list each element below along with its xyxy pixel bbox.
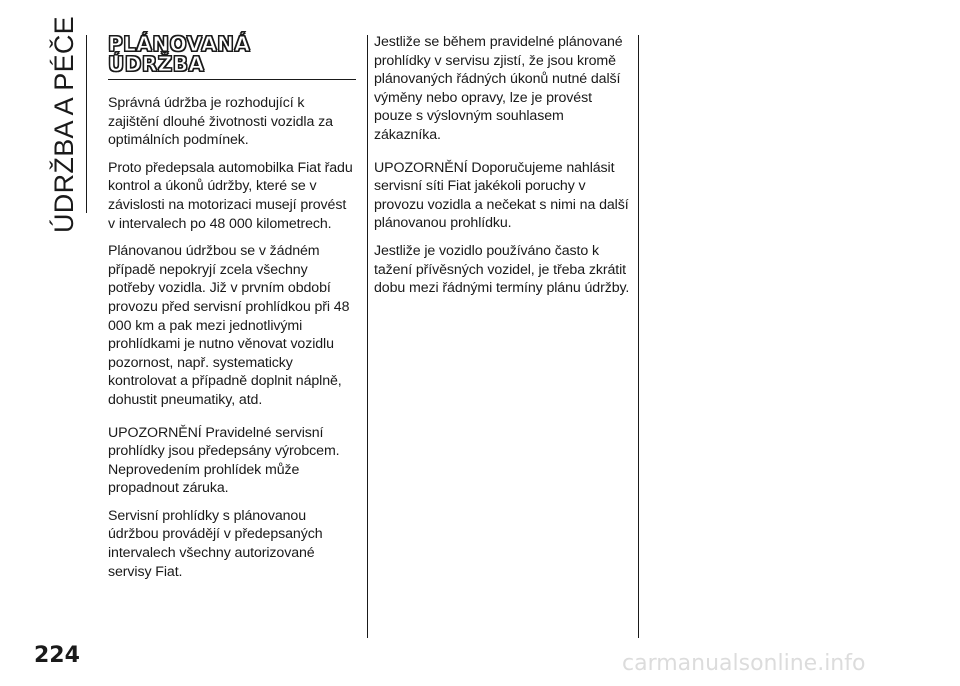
- paragraph: Jestliže je vozidlo používáno často k tažení přívěsných vozidel, je třeba zkrátit dobu mezi řádnými termíny plánu údržby.: [374, 242, 630, 297]
- column-divider: [367, 35, 368, 638]
- section-heading-line1: PLÁNOVANÁ: [108, 32, 251, 56]
- left-column: [108, 30, 356, 590]
- paragraph: Servisní prohlídky s plánovanou údržbou provádějí v předepsaných intervalech všechny autorizované servisy Fiat.: [108, 507, 323, 580]
- paragraph: Proto předepsala automobilka Fiat řadu kontrol a úkonů údržby, které se v závislosti na motorizaci musejí provést v intervalech po 48 000 kilometrech.: [108, 159, 353, 232]
- section-heading-line2: ÚDRŽBA: [108, 52, 205, 76]
- paragraph: Správná údržba je rozhodující k zajištění dlouhé životnosti vozidla za optimálních podmínek.: [108, 95, 333, 149]
- warning-paragraph: UPOZORNĚNÍ Pravidelné servisní prohlídky jsou předepsány výrobcem. Neprovedením prohlídek může propadnout záruka.: [108, 424, 340, 497]
- chapter-rule: [86, 35, 87, 213]
- warning-paragraph: UPOZORNĚNÍ Doporučujeme nahlásit servisní síti Fiat jakékoli poruchy v provozu vozidla a nečekat s nimi na další plánovanou prohlídku.: [374, 159, 629, 232]
- section-heading: [108, 34, 356, 74]
- watermark: carmanualsonline.info: [622, 651, 866, 676]
- right-column: [374, 33, 632, 307]
- paragraph: Jestliže se během pravidelné plánované prohlídky v servisu zjistí, že jsou kromě plánovaných řádných úkonů nutné další výměny nebo opravy, lze je provést pouze s výslovným souhlasem zákazníka.: [374, 34, 623, 143]
- paragraph: Plánovanou údržbou se v žádném případě nepokryjí zcela všechny potřeby vozidla. Již v prvním období provozu před servisní prohlídkou při 48 000 km a pak mezi jednotlivými prohlídkami je nutno věnovat vozidlu pozornost, např. systematicky kontrolovat a případně doplnit náplně, dohustit pneumatiky, atd.: [108, 243, 350, 408]
- chapter-side-tab: [40, 15, 88, 233]
- column-divider-right: [638, 35, 639, 638]
- page-number: 224: [34, 643, 80, 668]
- heading-underline: [108, 79, 356, 80]
- chapter-title: ÚDRŽBA A PÉČE: [48, 15, 79, 233]
